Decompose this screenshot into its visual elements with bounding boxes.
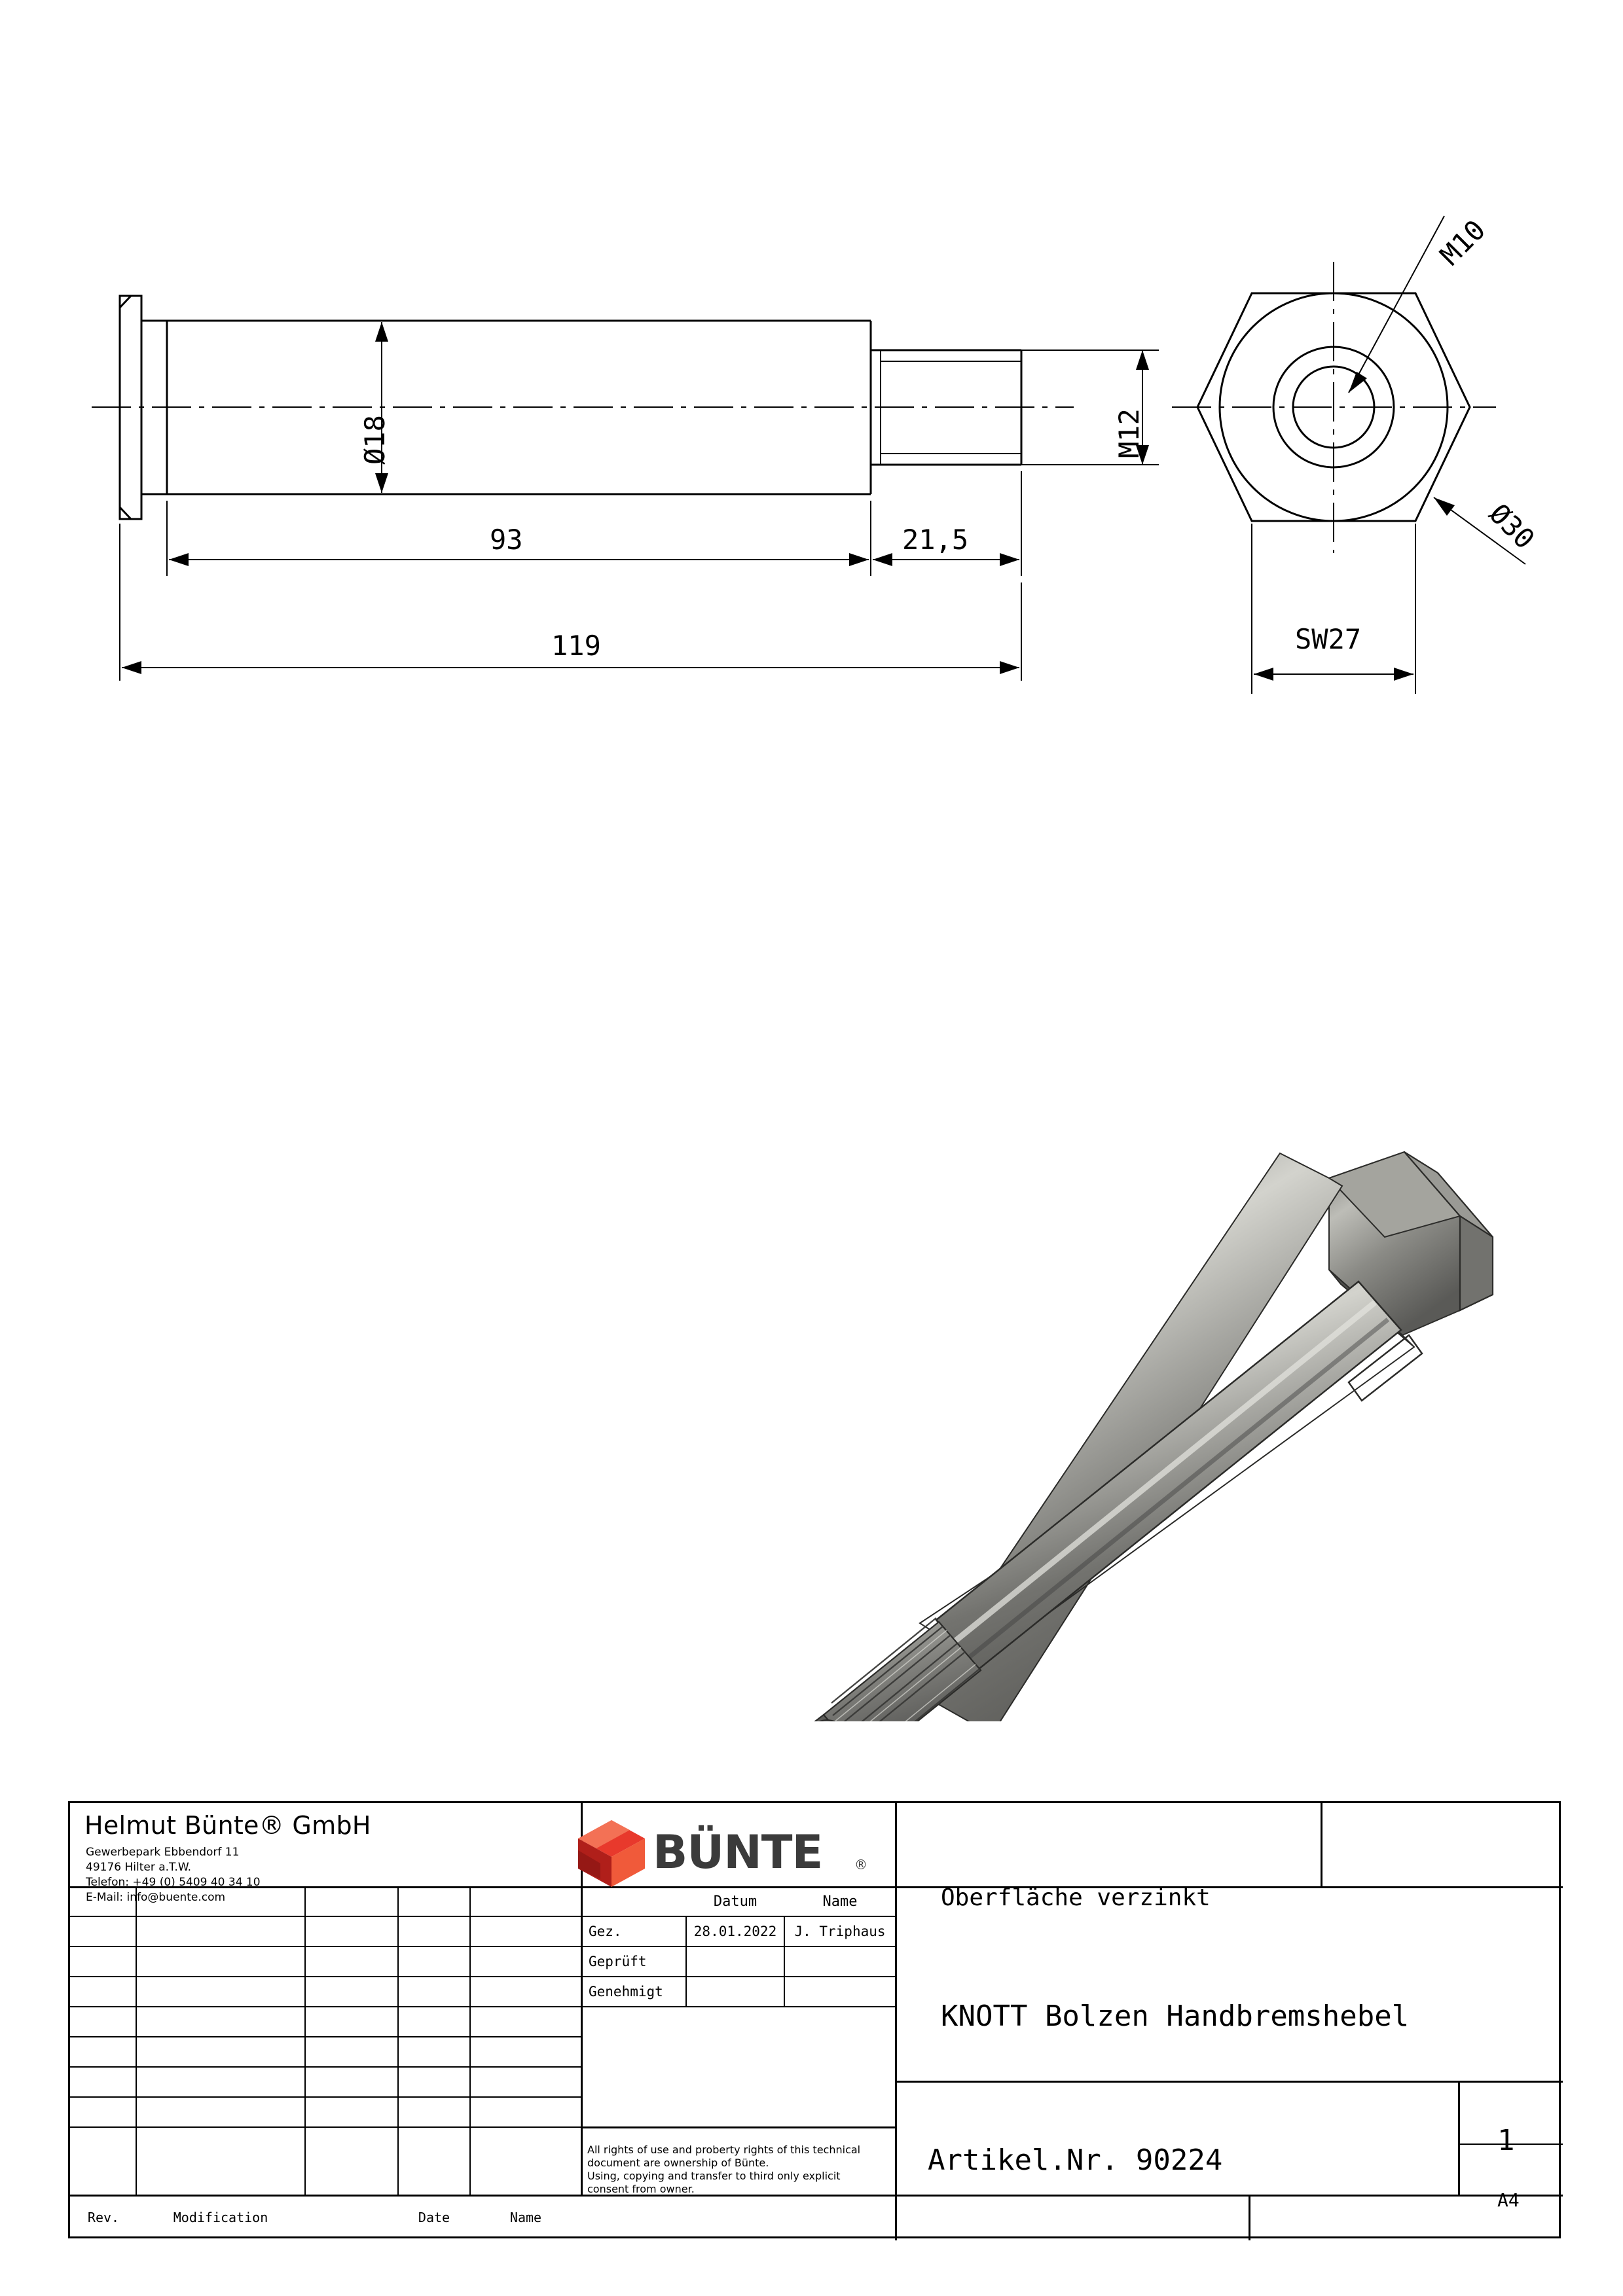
column-header-datum: Datum	[713, 1893, 757, 1910]
part-title: KNOTT Bolzen Handbremshebel	[941, 2000, 1410, 2033]
company-address-line-4: E-Mail: info@buente.com	[86, 1891, 226, 1904]
company-address-line-1: Gewerbepark Ebbendorf 11	[86, 1846, 240, 1859]
article-number: Artikel.Nr. 90224	[928, 2144, 1223, 2177]
dimension-diameter-18: Ø18	[359, 415, 391, 465]
company-name: Helmut Bünte® GmbH	[84, 1811, 371, 1840]
dimension-length-119: 119	[551, 630, 601, 662]
title-block	[68, 1801, 1561, 2238]
dimension-diameter-30: Ø30	[1483, 497, 1541, 556]
dimension-length-21-5: 21,5	[902, 524, 969, 556]
rights-line-2: document are ownership of Bünte.	[587, 2157, 769, 2169]
company-address-line-2: 49176 Hilter a.T.W.	[86, 1861, 192, 1874]
cube-logo-icon	[574, 1818, 649, 1890]
row-name-geprueft	[785, 1947, 895, 1976]
logo-registered-mark: ®	[854, 1857, 867, 1873]
company-address-line-3: Telefon: +49 (0) 5409 40 34 10	[86, 1876, 261, 1889]
revision-header-name: Name	[509, 2210, 542, 2225]
surface-treatment: Oberfläche verzinkt	[941, 1884, 1211, 1911]
dimension-wrench-sw27: SW27	[1295, 623, 1362, 655]
dimension-thread-m12: M12	[1113, 408, 1145, 458]
sheet-format: A4	[1497, 2189, 1520, 2211]
sheet-number: 1	[1497, 2124, 1515, 2157]
bunte-logo	[574, 1818, 902, 1893]
row-datum-genehmigt	[687, 1977, 784, 2006]
row-name-gez: J. Triphaus	[794, 1924, 886, 1939]
technical-drawing-views	[0, 0, 1623, 785]
rights-line-4: consent from owner.	[587, 2183, 695, 2195]
row-label-gez: Gez.	[589, 1924, 622, 1939]
dimension-length-93: 93	[490, 524, 523, 556]
isometric-bolt-render	[720, 1139, 1545, 1721]
row-name-genehmigt	[785, 1977, 895, 2006]
row-label-geprueft: Geprüft	[589, 1954, 647, 1969]
company-address	[86, 1845, 261, 1905]
dimension-thread-m10: M10	[1434, 213, 1492, 272]
rights-line-1: All rights of use and proberty rights of this technical	[587, 2144, 861, 2156]
rights-line-3: Using, copying and transfer to third only explicit	[587, 2170, 841, 2182]
revision-header-modification: Modification	[173, 2210, 268, 2225]
rights-notice	[587, 2144, 895, 2196]
revision-header-rev: Rev.	[87, 2210, 120, 2225]
revision-header-date: Date	[418, 2210, 450, 2225]
logo-wordmark: BÜNTE	[653, 1825, 823, 1879]
row-datum-gez: 28.01.2022	[693, 1924, 777, 1939]
column-header-name: Name	[822, 1893, 858, 1910]
row-datum-geprueft	[687, 1947, 784, 1976]
row-label-genehmigt: Genehmigt	[589, 1984, 663, 2000]
